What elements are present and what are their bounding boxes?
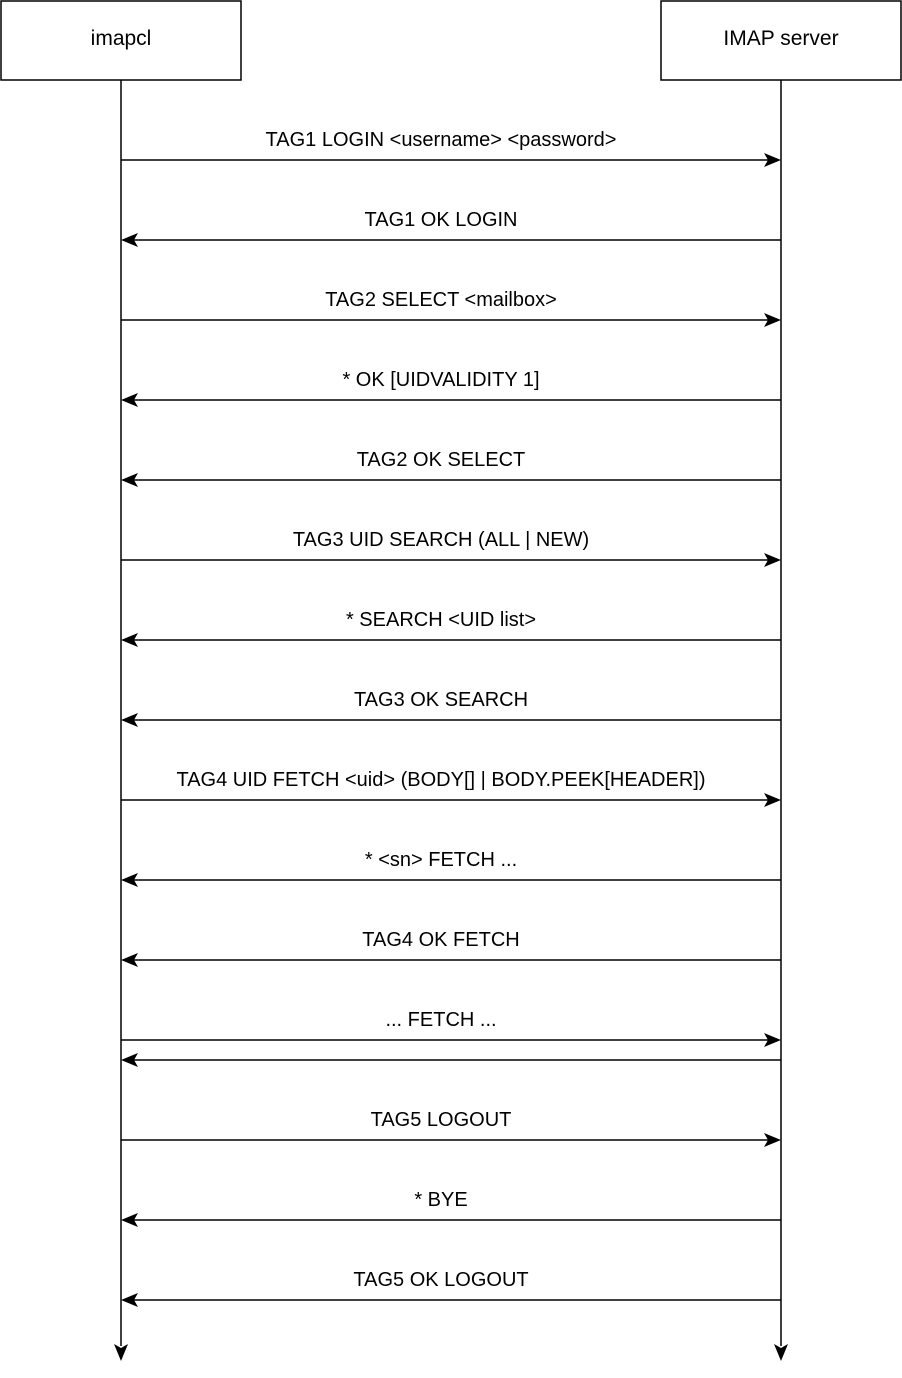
client-actor [1, 1, 241, 80]
client-actor-label: imapcl [90, 27, 152, 50]
message-label: * <sn> FETCH ... [364, 849, 518, 871]
messages-group [121, 129, 781, 1307]
message-label: TAG3 UID SEARCH (ALL | NEW) [292, 529, 590, 551]
message-label: TAG4 OK FETCH [362, 929, 520, 951]
server-lifeline-end-arrow [774, 1344, 788, 1361]
server-actor [661, 1, 901, 80]
message-15 [121, 1189, 781, 1227]
message-5 [121, 449, 781, 487]
message-4 [121, 369, 781, 407]
message-12 [121, 1009, 781, 1047]
message-1 [121, 129, 781, 167]
message-label: TAG4 UID FETCH <uid> (BODY[] | BODY.PEEK[HEADER]) [176, 769, 706, 791]
message-7 [121, 609, 781, 647]
message-label: TAG1 LOGIN <username> <password> [265, 129, 617, 151]
message-14 [121, 1109, 781, 1147]
message-label: TAG3 OK SEARCH [353, 689, 529, 711]
message-label: TAG5 LOGOUT [370, 1109, 512, 1131]
message-13 [121, 1053, 781, 1067]
message-label: TAG5 OK LOGOUT [353, 1269, 529, 1291]
message-label: * OK [UIDVALIDITY 1] [342, 369, 540, 391]
message-label: ... FETCH ... [385, 1009, 497, 1031]
message-label: TAG2 OK SELECT [356, 449, 526, 471]
message-label: TAG2 SELECT <mailbox> [325, 289, 557, 311]
message-label: * SEARCH <UID list> [345, 609, 537, 631]
message-2 [121, 209, 781, 247]
message-8 [121, 689, 781, 727]
server-actor-label: IMAP server [723, 27, 839, 50]
client-lifeline-end-arrow [114, 1344, 128, 1361]
message-label: * BYE [414, 1189, 468, 1211]
message-6 [121, 529, 781, 567]
message-10 [121, 849, 781, 887]
message-9 [121, 769, 781, 807]
message-11 [121, 929, 781, 967]
message-3 [121, 289, 781, 327]
message-16 [121, 1269, 781, 1307]
message-label: TAG1 OK LOGIN [364, 209, 518, 231]
